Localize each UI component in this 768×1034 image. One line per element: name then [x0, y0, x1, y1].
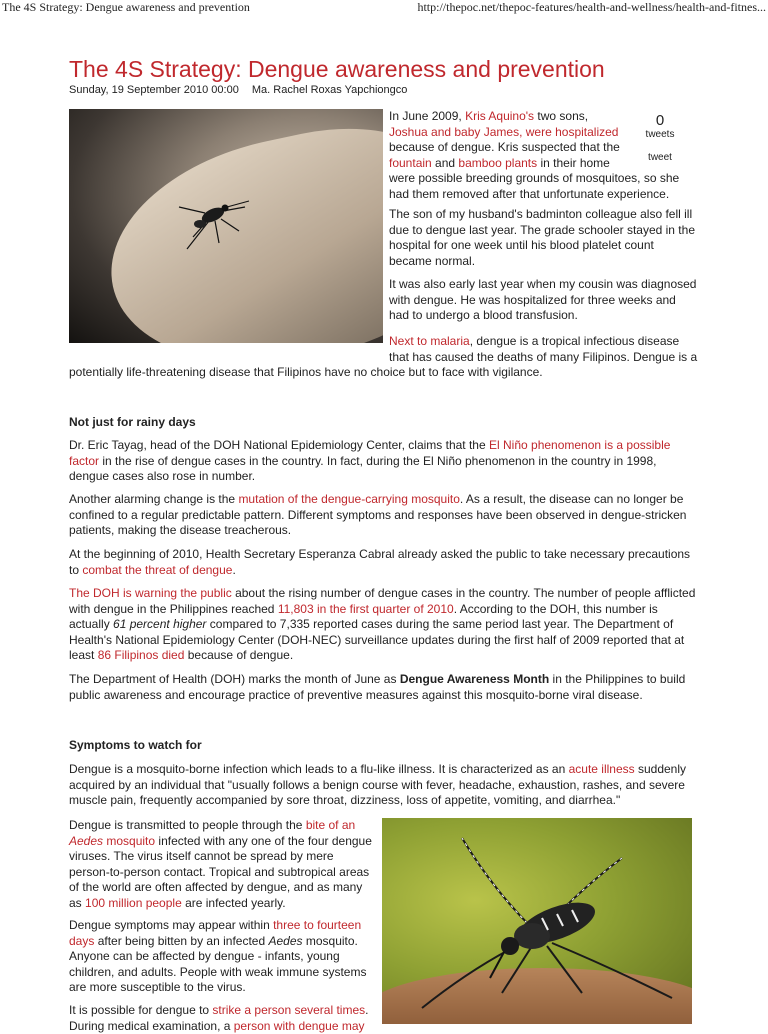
- text: because of dengue. Kris suspected that the: [389, 140, 620, 154]
- heading-rainy-days: Not just for rainy days: [69, 415, 196, 429]
- text-emphasis: 61 percent higher: [113, 617, 207, 631]
- tweet-count: 0: [655, 112, 665, 129]
- paragraph-doh-warning: [69, 586, 699, 664]
- text-bold: Dengue Awareness Month: [399, 672, 550, 686]
- paragraph-intro: [389, 109, 699, 202]
- link-86-died[interactable]: 86 Filipinos died: [97, 648, 185, 662]
- browser-page-title: The 4S Strategy: Dengue awareness and prevention: [2, 0, 250, 14]
- article-date: Sunday, 19 September 2010 00:00: [69, 84, 239, 96]
- paragraph-mutation: [69, 492, 699, 539]
- link-joshua-james[interactable]: Joshua and baby James, were hospitalized: [389, 124, 619, 139]
- text: mosquito: [103, 833, 156, 848]
- text: in the Philippines to build public awareness and encourage practice of preventive measures against this mosquito-borne viral disease.: [69, 672, 686, 702]
- text: mosquito. Anyone can be affected by dengue - infants, young children, and adults. People with weak immune systems are more susceptible to the virus.: [69, 933, 367, 994]
- text: . According to the DOH, this number is actually: [69, 601, 658, 631]
- link-three-to-fourteen[interactable]: three to fourteen days: [69, 918, 362, 948]
- heading-symptoms: Symptoms to watch for: [69, 738, 202, 752]
- paragraph-acute-illness: [69, 762, 699, 809]
- text: are infected yearly.: [181, 895, 286, 910]
- paragraph-transmission: [69, 818, 374, 911]
- text: Dengue is a mosquito-borne infection which leads to a flu-like illness. It is characterized as an: [69, 762, 569, 776]
- link-several-times[interactable]: strike a person several times: [212, 1003, 366, 1017]
- text: Another alarming change is the: [69, 492, 239, 506]
- text: bite of an: [305, 818, 356, 832]
- link-combat-dengue[interactable]: combat the threat of dengue: [82, 562, 233, 577]
- byline: [69, 84, 417, 96]
- paragraph-cousin: It was also early last year when my cousin was diagnosed with dengue. He was hospitalized for three weeks and had to undergo a blood transfusion.: [389, 277, 697, 322]
- text: because of dengue.: [184, 648, 294, 662]
- text: in their home were possible breeding grounds of mosquitoes, so she had them removed after that unfortunate experience.: [389, 155, 680, 201]
- paragraph-badminton: The son of my husband's badminton colleague also fell ill due to dengue last year. The grade schooler stayed in the hospital for one week until his blood platelet count became normal.: [389, 207, 695, 268]
- link-kris-aquino[interactable]: Kris Aquino's: [465, 109, 535, 123]
- link-11803-cases[interactable]: 11,803 in the first quarter of 2010: [277, 601, 454, 616]
- tweet-button[interactable]: tweet: [648, 152, 672, 163]
- article-title: The 4S Strategy: Dengue awareness and prevention: [69, 56, 605, 82]
- text: in the rise of dengue cases in the country. In fact, during the El Niño phenomenon in the country in 1998, dengue cases also rose in number.: [69, 453, 657, 483]
- text: Dr. Eric Tayag, head of the DOH National Epidemiology Center, claims that the: [69, 438, 489, 452]
- text: and: [431, 155, 459, 170]
- paragraph-el-nino: [69, 438, 699, 485]
- paragraph-malaria: [69, 334, 699, 381]
- text: The Department of Health (DOH) marks the month of June as: [69, 672, 400, 686]
- text: compared to 7,335 reported cases during the same period last year. The Department of Health's National Epidemiology Center (DOH-NEC) surveillance updates during the first half of 2009 reported that at least: [69, 617, 685, 662]
- text: , dengue is a tropical infectious disease that has caused the deaths of many Filipinos. Dengue is a potentially life-threatening disease that Filipinos have no choice but to face with vigilance.: [69, 334, 698, 379]
- aedes-figure: [382, 818, 692, 1024]
- link-mutation[interactable]: mutation of the dengue-carrying mosquito: [238, 492, 460, 506]
- text-emphasis: Aedes: [69, 833, 104, 848]
- text: It is possible for dengue to: [69, 1003, 213, 1017]
- text: suddenly acquired by an individual that "usually follows a benign course with fever, headache, exhaustion, rashes, and severe muscle pain, frequently accompanied by sore throat, dizziness, loss of appetite, vomiting, and diarrhea.": [69, 762, 687, 807]
- mosquito-on-hand-photo: [69, 109, 383, 343]
- mosquito-figure: [69, 109, 383, 343]
- text: . As a result, the disease can no longer be confined to a regular predictable pattern. Different symptoms and responses have been observed in dengue-stricken patients, making the disease treacherous.: [69, 492, 687, 537]
- text: Dengue is transmitted to people through the: [69, 818, 306, 832]
- article-author: Ma. Rachel Roxas Yapchiongco: [251, 84, 408, 96]
- link-doh-warning[interactable]: The DOH is warning the public: [69, 586, 232, 600]
- link-person-with-dengue[interactable]: person with dengue may: [233, 1018, 365, 1033]
- link-100-million[interactable]: 100 million people: [85, 895, 182, 910]
- text: .: [232, 562, 236, 577]
- text: after being bitten by an infected: [94, 933, 269, 948]
- paragraph-symptoms-timing: [69, 918, 379, 996]
- browser-header: [0, 0, 768, 16]
- text: two sons,: [534, 109, 589, 123]
- text-emphasis: Aedes: [268, 933, 303, 948]
- link-fountain[interactable]: fountain: [389, 155, 432, 170]
- paragraph-cabral: [69, 547, 699, 578]
- paragraph-awareness-month: [69, 672, 699, 703]
- paragraph-several-times: [69, 1003, 374, 1034]
- link-el-nino[interactable]: El Niño phenomenon is a possible factor: [69, 438, 671, 468]
- link-bamboo-plants[interactable]: bamboo plants: [458, 155, 538, 170]
- text: about the rising number of dengue cases in the country. The number of people afflicted with dengue in the Philippines reached: [69, 586, 696, 616]
- tweets-label: tweets: [645, 129, 675, 140]
- link-next-to-malaria[interactable]: Next to malaria: [389, 334, 470, 348]
- text: At the beginning of 2010, Health Secretary Esperanza Cabral already asked the public to take necessary precautions to: [69, 547, 691, 577]
- text: Dengue symptoms may appear within: [69, 918, 274, 932]
- link-acute-illness[interactable]: acute illness: [568, 762, 635, 776]
- text: . During medical examination, a: [69, 1003, 369, 1033]
- browser-url[interactable]: http://thepoc.net/thepoc-features/health-and-wellness/health-and-fitnes...: [417, 0, 766, 14]
- aedes-mosquito-photo: [382, 818, 692, 1024]
- text: In June 2009,: [389, 109, 466, 123]
- text: infected with any one of the four dengue viruses. The virus itself cannot be spread by mere person-to-person contact. Tropical and subtropical areas of the world are often affected by dengue, and as many as: [69, 833, 372, 910]
